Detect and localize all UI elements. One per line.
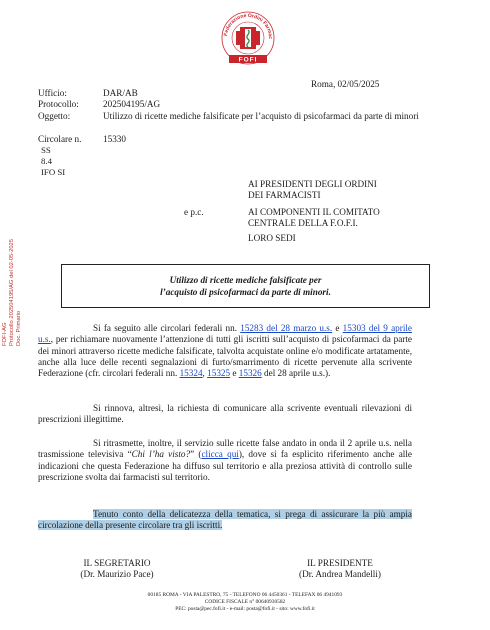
link-circolare-15326[interactable]: 15326: [238, 368, 262, 379]
recipient-comitato: AI COMPONENTI IL COMITATO CENTRALE DELLA F.O.F.I.: [248, 207, 380, 229]
meta-oggetto: Oggetto: Utilizzo di ricette mediche falsificate per l’acquisto di psicofarmaci da parte di minori: [38, 110, 419, 121]
document-meta: [38, 88, 438, 146]
recipient-loro-sedi: LORO SEDI: [248, 233, 296, 243]
link-circolare-15324[interactable]: 15324: [179, 368, 203, 379]
link-circolare-15303[interactable]: 15303 del 9 aprile u.s.: [38, 323, 413, 345]
signature-segretario: IL SEGRETARIO (Dr. Maurizio Pace): [80, 558, 154, 580]
classification-codes: SS 8.4 IFO SI: [41, 145, 66, 177]
body-paragraph-4: [38, 509, 412, 532]
link-circolare-15325[interactable]: 15325: [207, 368, 231, 379]
highlighted-text: Tenuto conto della delicatezza della tematica, si prega di assicurare la più ampia circolazione della presente circolare tra gli iscritti.: [38, 509, 412, 531]
meta-ufficio: Ufficio: DAR/AB: [38, 88, 138, 98]
logo-ring-text: Federazione Ordini Farmac: [223, 12, 274, 40]
body-paragraph-2: Si rinnova, altresì, la richiesta di comunicare alla scrivente eventuali rilevazioni di prescrizioni illegittime.: [38, 403, 412, 425]
page-footer: 00185 ROMA - VIA PALESTRO, 75 - TELEFONO 06 4450361 - TELEFAX 06 4941093 CODICE FISCALE n° 00640930582 PEC: posta@pec.fofi.it - e-mail: posta@fofi.it - sito: www.fofi.it: [147, 592, 343, 612]
signature-presidente: IL PRESIDENTE (Dr. Andrea Mandelli): [299, 558, 381, 580]
link-clicca-qui[interactable]: clicca qui: [201, 449, 239, 460]
link-circolare-15283[interactable]: 15283 del 28 marzo u.s.: [240, 323, 333, 333]
protocol-side-stamp: FOFI-AG Protocollo 202504195/AG del 02-05-2025 Doc. Primario: [2, 239, 23, 346]
meta-circolare: Circolare n. 15330: [38, 133, 126, 144]
recipient-presidenti: AI PRESIDENTI DEGLI ORDINI DEI FARMACISTI: [248, 179, 377, 201]
logo-acronym: FOFI: [238, 56, 258, 64]
body-paragraph-3: Si ritrasmette, inoltre, il servizio sulle ricette false andato in onda il 2 aprile u.s. nella trasmissione televisiva “Chi l’ha visto?” (clicca qui), dove si fa esplicito riferimento anche alle indicazioni che questa Federazione ha diffuso sul territorio e alla preziosa attività di controllo sulle prescrizione svolta dai farmacisti sul territorio.: [38, 438, 412, 483]
meta-protocollo: Protocollo: 202504195/AG: [38, 99, 161, 110]
body-paragraph-1: Si fa seguito alle circolari federali nn. 15283 del 28 marzo u.s. e 15303 del 9 aprile u.s., per richiamare nuovamente l’attenzione di tutti gli iscritti sull’acquisto di psicofarmaci da parte dei minori attraverso ricette mediche falsificate, talvolta acquistate online e/o modificate artatamente, anche alla luce delle recenti segnalazioni di furto/smarrimento di ricette pervenute alla scrivente Federazione (cfr. circolari federali nn. 15324, 15325 e 15326 del 28 aprile u.s.).: [38, 323, 413, 379]
per-conoscenza-label: e p.c.: [184, 207, 204, 217]
subject-box: Utilizzo di ricette mediche falsificate per l’acquisto di psicofarmaci da parte di minori.: [61, 264, 430, 308]
fofi-logo: [219, 8, 277, 70]
document-date: Roma, 02/05/2025: [311, 79, 380, 89]
